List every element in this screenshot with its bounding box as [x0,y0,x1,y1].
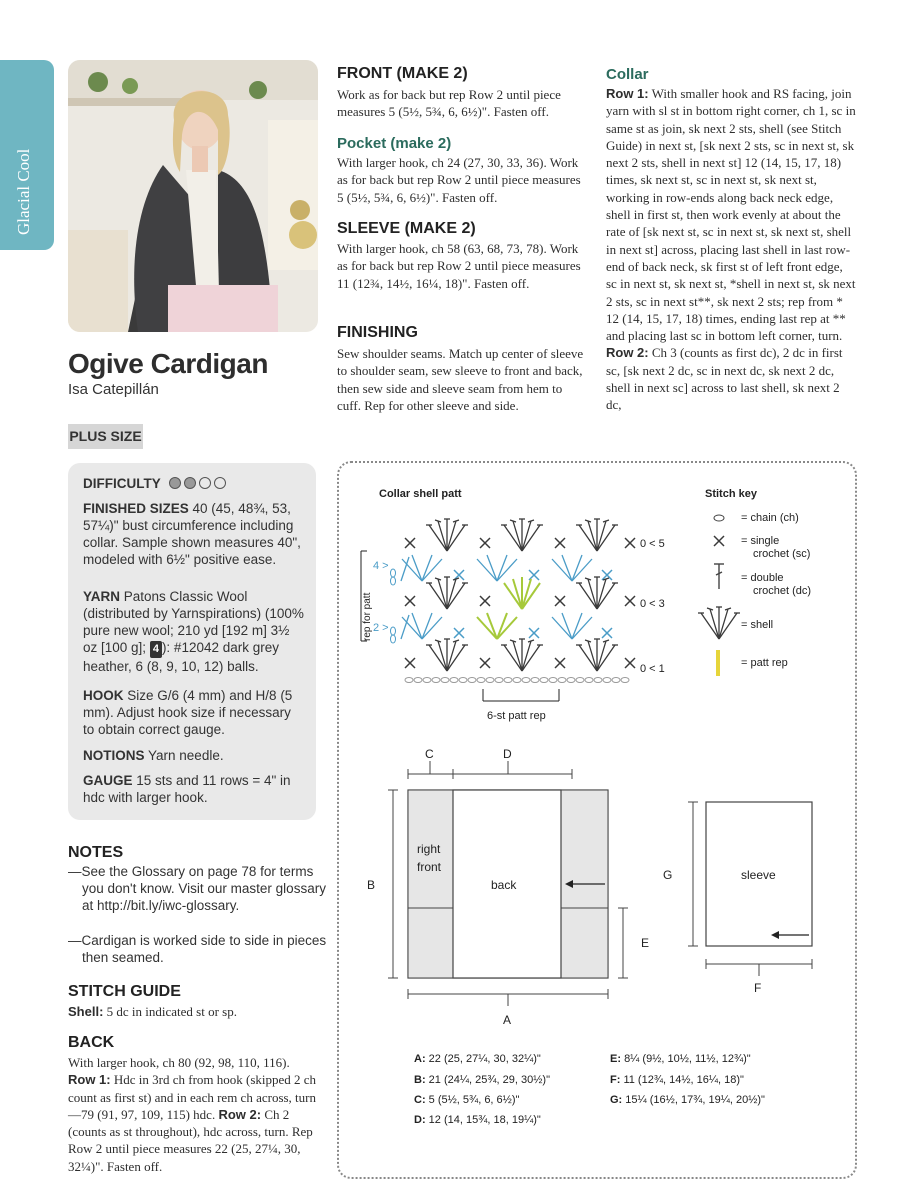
yarn-text-2: ): #12042 dark grey heather, 6 (8, 9, 10, 12) balls. [83,640,280,674]
back-row2-label: Row 2: [218,1106,262,1122]
diagram-canvas [337,461,853,1175]
yarn-label: YARN [83,589,121,604]
schematic [367,747,812,1027]
key-shell: = shell [741,619,774,631]
difficulty [83,475,305,492]
chain-icon [714,515,724,521]
sleeve-piece-label: sleeve [741,868,776,882]
collar-title: Collar [606,66,649,83]
dim-a-label: A [503,1013,512,1027]
double-crochet-icon [714,564,724,589]
finished-sizes [83,500,305,568]
note-2: —Cardigan is worked side to side in pieces then seamed. [68,933,327,965]
right-front-label-1: right [417,842,441,856]
collar-row1-label: Row 1: [606,86,649,101]
gauge-text: 15 sts and 11 rows = 4" in hdc with larger hook. [83,773,291,805]
sizes-text: 40 (45, 48¾, 53, 57¼)" bust circumference including collar. Sample shown measures 40", modeled with 6½" positive ease. [83,501,301,567]
collar-row2-label: Row 2: [606,345,649,361]
finishing-title: FINISHING [337,324,418,341]
key-sc-1: = single [741,535,780,547]
notes-title: NOTES [68,844,124,861]
sleeve-title: SLEEVE (MAKE 2) [337,220,476,237]
sleeve-text: With larger hook, ch 58 (63, 68, 73, 78). Work as for back but rep Row 2 until piece measures 11 (12¾, 14½, 16¼, 18)". Fasten off. [337,241,581,291]
pattern-title: Ogive Cardigan [68,348,268,379]
difficulty-dot-empty-icon [199,477,211,489]
back-title: BACK [68,1034,115,1051]
model-photo [68,60,318,332]
back-row2: Ch 2 (counts as st throughout), hdc across, turn. Rep Row 2 until piece measures 22 (25, 27¼, 30, 32¼)". Fasten off. [68,1106,313,1174]
shell-label: Shell: [68,1004,104,1019]
front-title: FRONT (MAKE 2) [337,65,468,82]
designer-name: Isa Catepillán [68,381,159,398]
row-label-3: 0 < 3 [640,598,665,610]
key-chain: = chain (ch) [741,512,799,524]
yarn-weight-number: 4 [152,643,159,655]
measurement-g: G: 15¼ (16½, 17¾, 19¼, 20½)" [610,1094,765,1106]
notions-text: Yarn needle. [148,748,224,763]
measurement-d: D: 12 (14, 15¾, 18, 19¼)" [414,1114,541,1126]
key-rep: = patt rep [741,657,788,669]
shell-icon [698,607,740,639]
row-label-4: 4 > [373,560,389,572]
pocket-text: With larger hook, ch 24 (27, 30, 33, 36). Work as for back but rep Row 2 until piece measures 5 (5½, 5¾, 6, 6½)". Fasten off. [337,155,581,205]
difficulty-rating [169,476,229,491]
yarn [83,588,305,675]
collar-instructions [606,85,856,414]
back-row1: Hdc in 3rd ch from hook (skipped 2 ch count as first st) and in each rem ch across, turn—79 (91, 97, 109, 115) hdc. [68,1072,317,1122]
stitch-key-title: Stitch key [705,488,757,500]
yarn-weight-icon [150,641,162,658]
key-sc-2: crochet (sc) [753,548,811,560]
back-instructions [68,1054,318,1175]
stitch-chart [361,519,665,722]
measurement-c: C: 5 (5½, 5¾, 6, 6½)" [414,1094,520,1106]
back-setup: With larger hook, ch 80 (92, 98, 110, 116). [68,1055,290,1070]
measurement-f: F: 11 (12¾, 14½, 16¼, 18)" [610,1074,744,1086]
dim-g-label: G [663,868,673,882]
chart-title: Collar shell patt [379,488,462,500]
gauge-label: GAUGE [83,773,133,788]
dim-f-label: F [754,981,762,995]
rep-for-patt-label: rep for patt [362,592,373,641]
measurement-b: B: 21 (24¼, 25¾, 29, 30½)" [414,1074,550,1086]
notions [83,747,305,764]
plus-size-badge: PLUS SIZE [68,424,143,449]
difficulty-dot-filled-icon [169,477,181,489]
back-piece-label: back [491,878,517,892]
dim-e-label: E [641,936,650,950]
section-tab-label: Glacial Cool [14,148,33,235]
difficulty-dot-filled-icon [184,477,196,489]
key-dc-1: = double [741,572,784,584]
right-front-label-2: front [417,860,442,874]
hook-text: Size G/6 (4 mm) and H/8 (5 mm). Adjust hook size if necessary to obtain correct gauge. [83,688,293,737]
notions-label: NOTIONS [83,748,145,763]
difficulty-label: DIFFICULTY [83,476,161,491]
yarn-text-1: Patons Classic Wool (distributed by Yarnspirations) (100% pure new wool; 210 yd [192 m] 3½ oz [100 g]; [83,589,304,655]
measurement-a: A: 22 (25, 27¼, 30, 32¼)" [414,1053,541,1065]
collar-row2: Ch 3 (counts as first dc), 2 dc in first sc, [sk next 2 dc, sc in next dc, sk next 2 dc, shell in next sc] across to last shell, sk next 2 dc, [606,345,843,413]
stitch-key [698,488,811,676]
shell-definition: 5 dc in indicated st or sp. [106,1004,237,1019]
hook-label: HOOK [83,688,124,703]
measurement-e: E: 8¼ (9½, 10½, 11½, 12¾)" [610,1053,751,1065]
key-dc-2: crochet (dc) [753,585,812,597]
row-label-5: 0 < 5 [640,538,665,550]
stitch-guide-text [68,1003,318,1020]
front-text: Work as for back but rep Row 2 until piece measures 5 (5½, 5¾, 6, 6½)". Fasten off. [337,87,561,120]
note-1: —See the Glossary on page 78 for terms you don't know. Visit our master glossary at http://bit.ly/iwc-glossary. [68,864,326,913]
row-label-2: 2 > [373,622,389,634]
gauge [83,772,305,806]
pocket-title: Pocket (make 2) [337,135,452,152]
dim-d-label: D [503,747,512,761]
dim-c-label: C [425,747,434,761]
model-photo-image [68,60,318,332]
stitch-guide-title: STITCH GUIDE [68,983,181,1000]
finishing-text: Sew shoulder seams. Match up center of sleeve to shoulder seam, sew sleeve to front and back, then sew side and sleeve seam from hem to cuff. Rep for other sleeve and side. [337,346,584,413]
back-row1-label: Row 1: [68,1072,111,1088]
dim-b-label: B [367,878,376,892]
patt-rep-icon [716,650,720,676]
sizes-label: FINISHED SIZES [83,501,189,516]
spec-box [68,463,316,820]
row-label-1: 0 < 1 [640,663,665,675]
section-tab [0,60,54,250]
patt-rep-label: 6-st patt rep [487,710,546,722]
hook [83,687,305,738]
difficulty-dot-empty-icon [214,477,226,489]
collar-row1: With smaller hook and RS facing, join yarn with sl st in bottom right corner, ch 1, sc in same st as join, sk next 2 sts, shell (see Stitch Guide) in next st, [sk next 2 sts, sc in next st, sk next 2 sts, shell in next st] 12 (14, 15, 17, 18) times, sk next st, sc in next st, sk next st, working in row-ends along back neck edge, shell in first st, then work evenly at about the rate of [sk next st, sc in next st, sk next st, shell in next st] across, placing last shell in last row-end of back neck, sk first st of left front edge, sc in next st, sk next st, *shell in next st, sk next 2 sts, sc in next st**, sk next 2 sts; rep from * 12 (14, 15, 17, 18) times, ending last rep at ** and placing last sc in bottom left corner, turn. [606,86,856,344]
single-crochet-icon [714,536,724,546]
